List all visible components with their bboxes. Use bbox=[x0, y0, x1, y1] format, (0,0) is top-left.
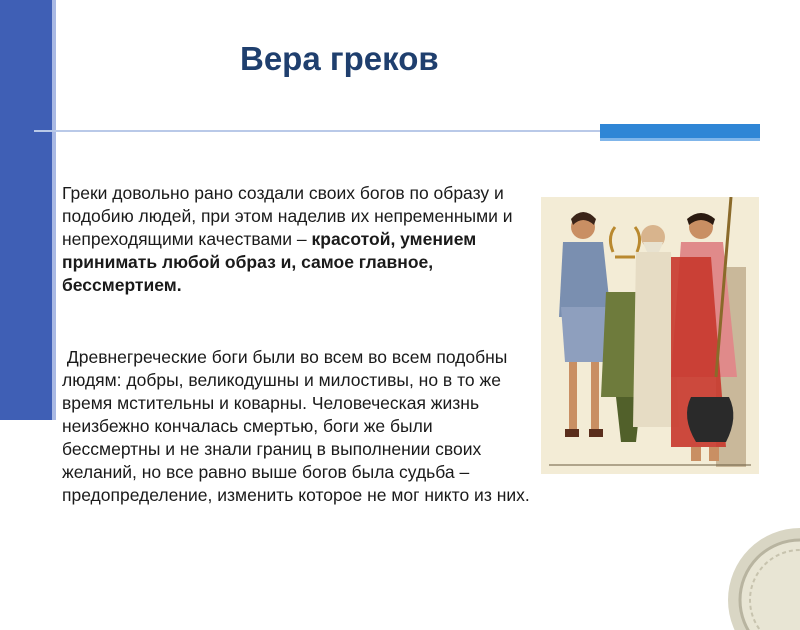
divider-accent bbox=[600, 124, 760, 138]
paragraph-1-bold: красотой, умением принимать любой образ и, самое главное, бессмертием. bbox=[62, 229, 477, 295]
paragraph-1 bbox=[62, 182, 532, 297]
slide-title: Вера греков bbox=[240, 40, 439, 77]
greek-figures-illustration bbox=[541, 197, 759, 474]
coin-decoration bbox=[720, 520, 800, 630]
sidebar-accent-light bbox=[52, 0, 56, 420]
paragraph-1-text: Греки довольно рано создали своих богов по образу и подобию людей, при этом наделив их непременными и непреходящими качествами – bbox=[62, 183, 513, 249]
divider-accent-light bbox=[600, 138, 760, 141]
paragraph-2: Древнегреческие боги были во всем во всем подобны людям: добры, великодушны и милостивы, но в то же время мстительны и коварны. Человеческая жизнь неизбежно кончалась смертью, боги же были бессмертны и не знали границ в выполнении своих желаний, но все равно выше богов была судьба – предопределение, изменить которое не мог никто из них. bbox=[62, 347, 530, 505]
sidebar-accent bbox=[0, 0, 52, 420]
title-divider bbox=[34, 130, 600, 132]
